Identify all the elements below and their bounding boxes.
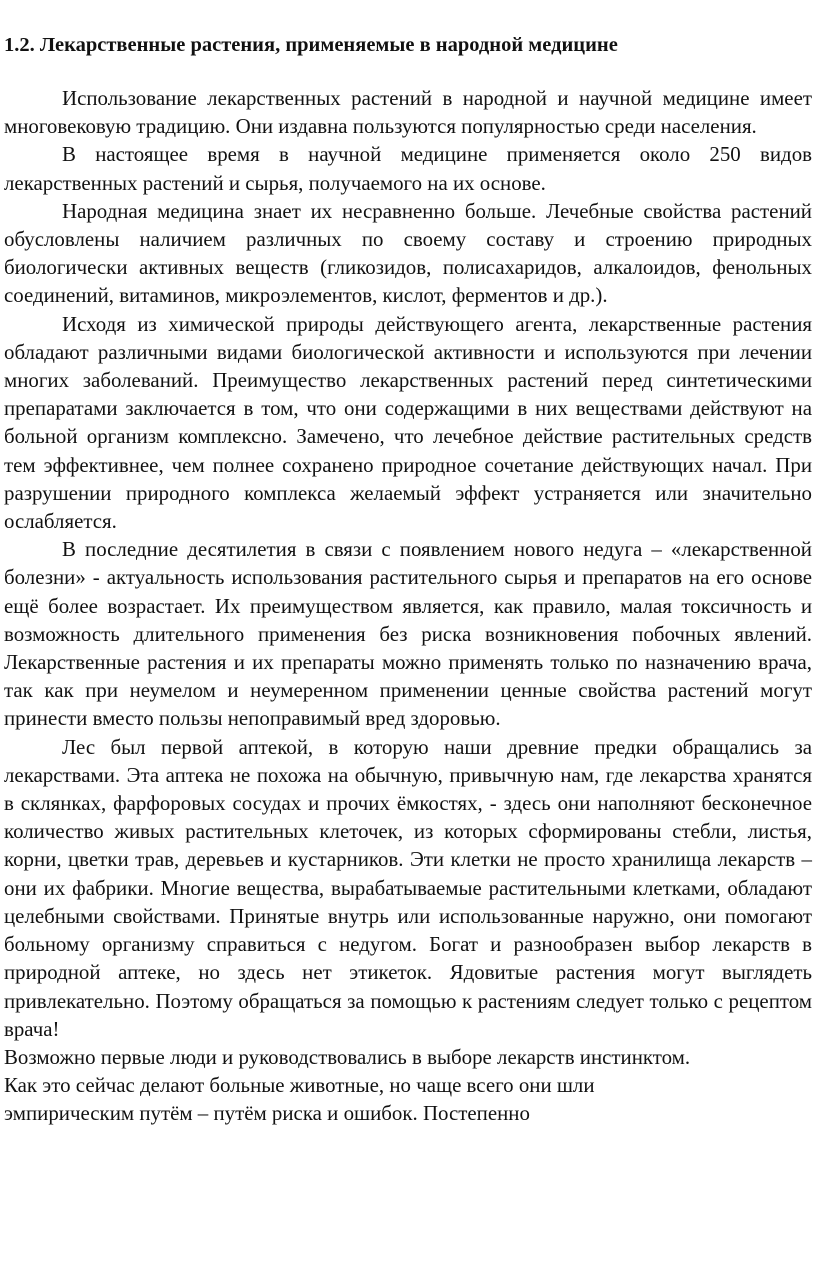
paragraph-4: Исходя из химической природы действующего агента, лекарственные растения обладают различными видами биологической активности и используются при лечении многих заболеваний. Преимущество лекарственных растений перед синтетическими препаратами заключается в том, что они содержащими в них веществами действуют на больной организм комплексно. Замечено, что лечебное действие растительных средств тем эффективнее, чем полнее сохранено природное сочетание действующих начал. При разрушении природного комплекса желаемый эффект устраняется или значительно ослабляется. [4, 311, 812, 534]
trailing-line-1: Возможно первые люди и руководствовались в выборе лекарств инстинктом. [4, 1044, 691, 1069]
document-body [4, 84, 812, 1128]
trailing-line-2: Как это сейчас делают больные животные, но чаще всего они шли [4, 1073, 595, 1098]
paragraph-2: В настоящее время в научной медицине применяется около 250 видов лекарственных растений и сырья, получаемого на их основе. [4, 142, 812, 195]
paragraph-3: Народная медицина знает их несравненно больше. Лечебные свойства растений обусловлены наличием различных по своему составу и строению природных биологически активных веществ (гликозидов, полисахаридов, алкалоидов, фенольных соединений, витаминов, микроэлементов, кислот, ферментов и др.). [4, 198, 812, 308]
paragraph-6: Лес был первой аптекой, в которую наши древние предки обращались за лекарствами. Эта аптека не похожа на обычную, привычную нам, где лекарства хранятся в склянках, фарфоровых сосудах и прочих ёмкостях, - здесь они наполняют бесконечное количество живых растительных клеточек, из которых сформированы стебли, листья, корни, цветки трав, деревьев и кустарников. Эти клетки не просто хранилища лекарств – они их фабрики. Многие вещества, вырабатываемые растительными клетками, обладают целебными свойствами. Принятые внутрь или использованные наружно, они помогают больному организму справиться с недугом. Богат и разнообразен выбор лекарств в природной аптеке, но здесь нет этикеток. Ядовитые растения могут выглядеть привлекательно. Поэтому обращаться за помощью к растениям следует только с рецептом врача! [4, 734, 812, 1041]
trailing-text [4, 1043, 812, 1128]
paragraph-1: Использование лекарственных растений в народной и научной медицине имеет многовековую традицию. Они издавна пользуются популярностью среди населения. [4, 86, 812, 139]
section-heading: 1.2. Лекарственные растения, применяемые в народной медицине [4, 34, 618, 56]
paragraph-5: В последние десятилетия в связи с появлением нового недуга – «лекарственной болезни» - актуальность использования растительного сырья и препаратов на его основе ещё более возрастает. Их преимуществом является, как правило, малая токсичность и возможность длительного применения без риска возникновения побочных явлений. Лекарственные растения и их препараты можно применять только по назначению врача, так как при неумелом и неумеренном применении ценные свойства растений могут принести вместо пользы непоправимый вред здоровью. [4, 537, 812, 731]
trailing-line-3: эмпирическим путём – путём риска и ошибок. Постепенно [4, 1101, 530, 1126]
